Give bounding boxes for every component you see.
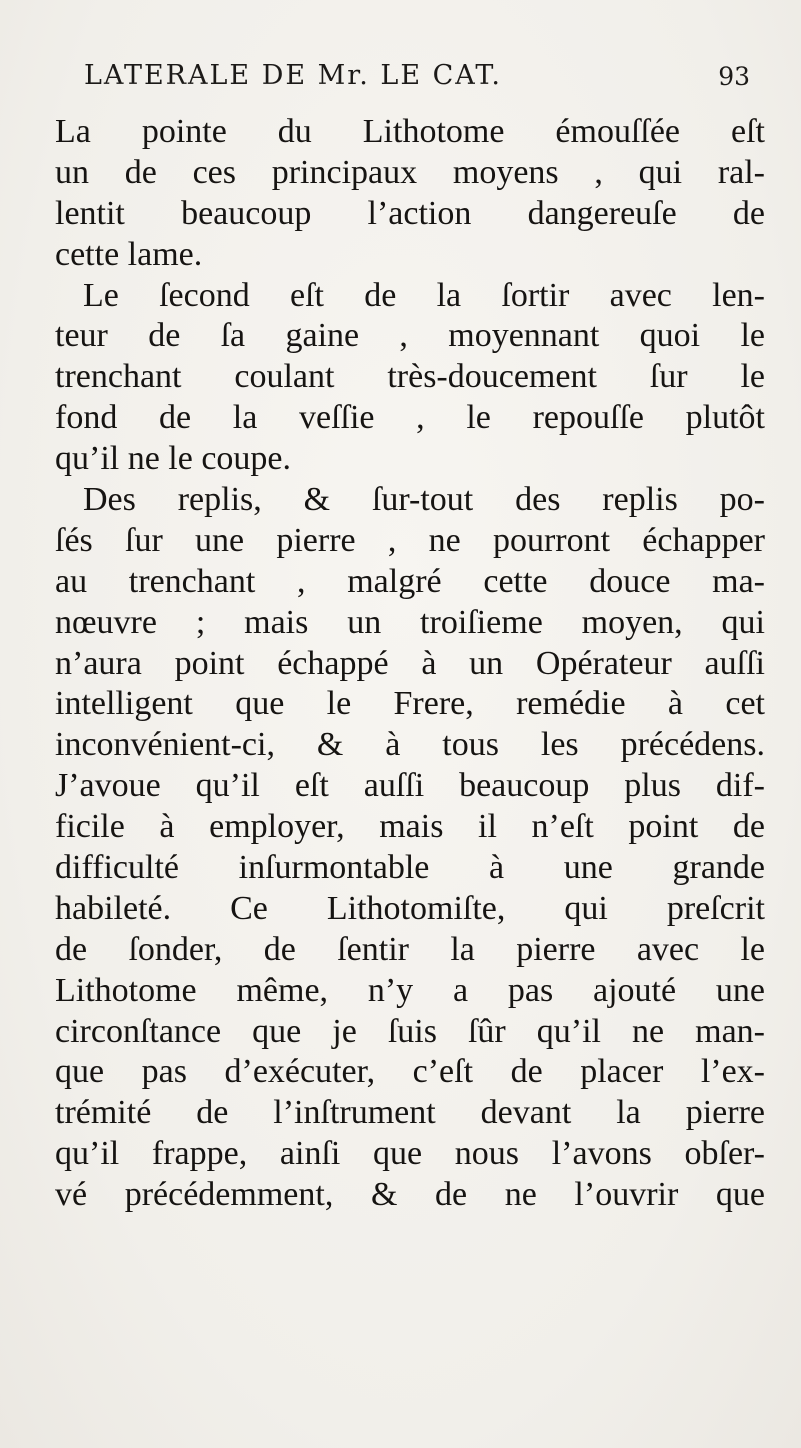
text-line: Des replis, & ſur-tout des replis po- [83,481,765,519]
text-line: que pas d’exécuter, c’eſt de placer l’ex- [55,1053,765,1091]
text-line: ficile à employer, mais il n’eſt point de [55,808,765,846]
text-line: vé précédemment, & de ne l’ouvrir que [55,1176,765,1214]
text-line: intelligent que le Frere, remédie à cet [55,685,765,723]
text-line: Lithotome même, n’y a pas ajouté une [55,971,765,1009]
text-line: inconvénient-ci, & à tous les précédens. [55,726,765,764]
text-line: au trenchant , malgré cette douce ma- [55,562,765,600]
text-line: trémité de l’inſtrument devant la pierre [55,1094,765,1132]
text-line: fond de la veſſie , le repouſſe plutôt [55,399,765,437]
text-line: J’avoue qu’il eſt auſſi beaucoup plus dif- [55,767,765,805]
text-line: teur de ſa gaine , moyennant quoi le [55,317,765,355]
running-title: LATERALE DE Mr. LE CAT. [84,60,502,91]
text-line: cette lame. [55,235,203,273]
text-line: nœuvre ; mais un troiſieme moyen, qui [55,603,765,641]
text-line: lentit beaucoup l’action dangereuſe de [55,194,765,232]
text-line: qu’il ne le coupe. [55,440,292,478]
text-line: qu’il frappe, ainſi que nous l’avons obſer- [55,1135,765,1173]
text-line: La pointe du Lithotome émouſſée eſt [55,113,765,150]
text-line: circonſtance que je ſuis ſûr qu’il ne man- [55,1012,765,1050]
text-line: n’aura point échappé à un Opérateur auſſi [55,644,765,682]
body-text [55,112,765,1216]
text-line: habileté. Ce Lithotomiſte, qui preſcrit [55,889,765,927]
text-line: de ſonder, de ſentir la pierre avec le [55,930,765,968]
page-number: 93 [718,62,750,91]
text-line: un de ces principaux moyens , qui ral- [55,153,765,191]
text-line: Le ſecond eſt de la ſortir avec len- [83,276,765,314]
running-head [70,60,750,100]
text-line: difficulté inſurmontable à une grande [55,849,765,887]
text-line: trenchant coulant très-doucement ſur le [55,358,765,396]
text-line: ſés ſur une pierre , ne pourront échapper [55,521,765,559]
